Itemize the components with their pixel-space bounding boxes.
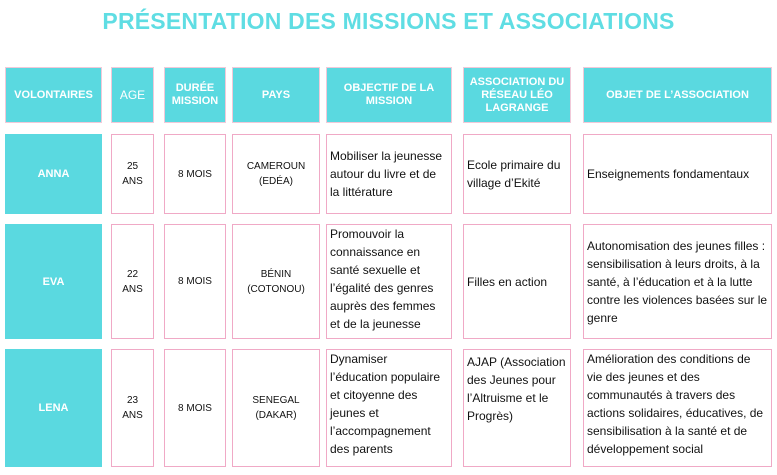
cell-pays bbox=[232, 224, 320, 339]
association-text: Ecole primaire du village d’Ekité bbox=[467, 158, 561, 190]
cell-objet bbox=[583, 134, 772, 214]
cell-objectif bbox=[326, 349, 452, 467]
pays-value: SENEGAL (DAKAR) bbox=[252, 395, 300, 421]
cell-age bbox=[111, 349, 154, 467]
cell-association bbox=[463, 224, 571, 339]
header-duree-label: DURÉE MISSION bbox=[171, 82, 219, 107]
header-objet bbox=[583, 67, 772, 123]
header-age bbox=[111, 67, 154, 123]
row-name-eva bbox=[5, 224, 102, 339]
objectif-text: Mobiliser la jeunesse autour du livre et de la littérature bbox=[330, 149, 443, 199]
objet-text: Autonomisation des jeunes filles : sensibilisation à leurs droits, à la santé, à l’éducation et à la lutte contre les violences basées sur le genre bbox=[587, 238, 768, 325]
header-association bbox=[463, 67, 571, 123]
cell-objectif bbox=[326, 134, 452, 214]
association-text: AJAP (Association des Jeunes pour l’Altruisme et le Progrès) bbox=[467, 355, 566, 423]
cell-association bbox=[463, 134, 571, 214]
duree-value: 8 MOIS bbox=[178, 402, 212, 414]
volunteer-name: LENA bbox=[38, 402, 69, 414]
header-pays-label: PAYS bbox=[261, 88, 291, 101]
age-value: 25 ANS bbox=[122, 161, 143, 187]
duree-value: 8 MOIS bbox=[178, 276, 212, 287]
volunteer-name: EVA bbox=[42, 275, 65, 288]
header-objet-label: OBJET DE L’ASSOCIATION bbox=[606, 88, 749, 101]
cell-age bbox=[111, 224, 154, 339]
header-volontaires bbox=[5, 67, 102, 123]
header-duree bbox=[164, 67, 226, 123]
cell-objectif bbox=[326, 224, 452, 339]
cell-duree bbox=[164, 134, 226, 214]
cell-duree bbox=[164, 224, 226, 339]
cell-age bbox=[111, 134, 154, 214]
cell-objet bbox=[583, 349, 772, 467]
objet-text: Enseignements fondamentaux bbox=[587, 167, 750, 181]
cell-pays bbox=[232, 134, 320, 214]
pays-value: CAMEROUN (EDÉA) bbox=[246, 161, 306, 187]
header-volontaires-label: VOLONTAIRES bbox=[14, 88, 93, 101]
cell-association bbox=[463, 349, 571, 467]
pays-value: BÉNIN (COTONOU) bbox=[247, 268, 305, 295]
row-name-anna bbox=[5, 134, 102, 214]
header-objectif-label: OBJECTIF DE LA MISSION bbox=[343, 82, 435, 107]
objectif-text: Promouvoir la connaissance en santé sexuelle et l’égalité des genres auprès des femmes et de la jeunesse bbox=[330, 227, 436, 331]
cell-objet bbox=[583, 224, 772, 339]
objet-text: Amélioration des conditions de vie des jeunes et des communautés à travers des actions solidaires, éducatives, de sensibilisation à la santé et de développement social bbox=[587, 352, 764, 456]
header-age-label: AGE bbox=[119, 87, 146, 102]
row-name-lena bbox=[5, 349, 102, 467]
header-objectif bbox=[326, 67, 452, 123]
cell-pays bbox=[232, 349, 320, 467]
age-value: 22 ANS bbox=[122, 268, 143, 295]
association-text: Filles en action bbox=[467, 274, 548, 289]
cell-duree bbox=[164, 349, 226, 467]
header-pays bbox=[232, 67, 320, 123]
age-value: 23 ANS bbox=[122, 395, 143, 421]
page-title: PRÉSENTATION DES MISSIONS ET ASSOCIATIONS bbox=[102, 8, 675, 34]
volunteer-name: ANNA bbox=[37, 168, 70, 180]
duree-value: 8 MOIS bbox=[178, 168, 212, 180]
objectif-text: Dynamiser l’éducation populaire et citoyenne des jeunes et l’accompagnement des parents bbox=[330, 352, 441, 456]
header-association-label: ASSOCIATION DU RÉSEAU LÉO LAGRANGE bbox=[469, 75, 565, 114]
